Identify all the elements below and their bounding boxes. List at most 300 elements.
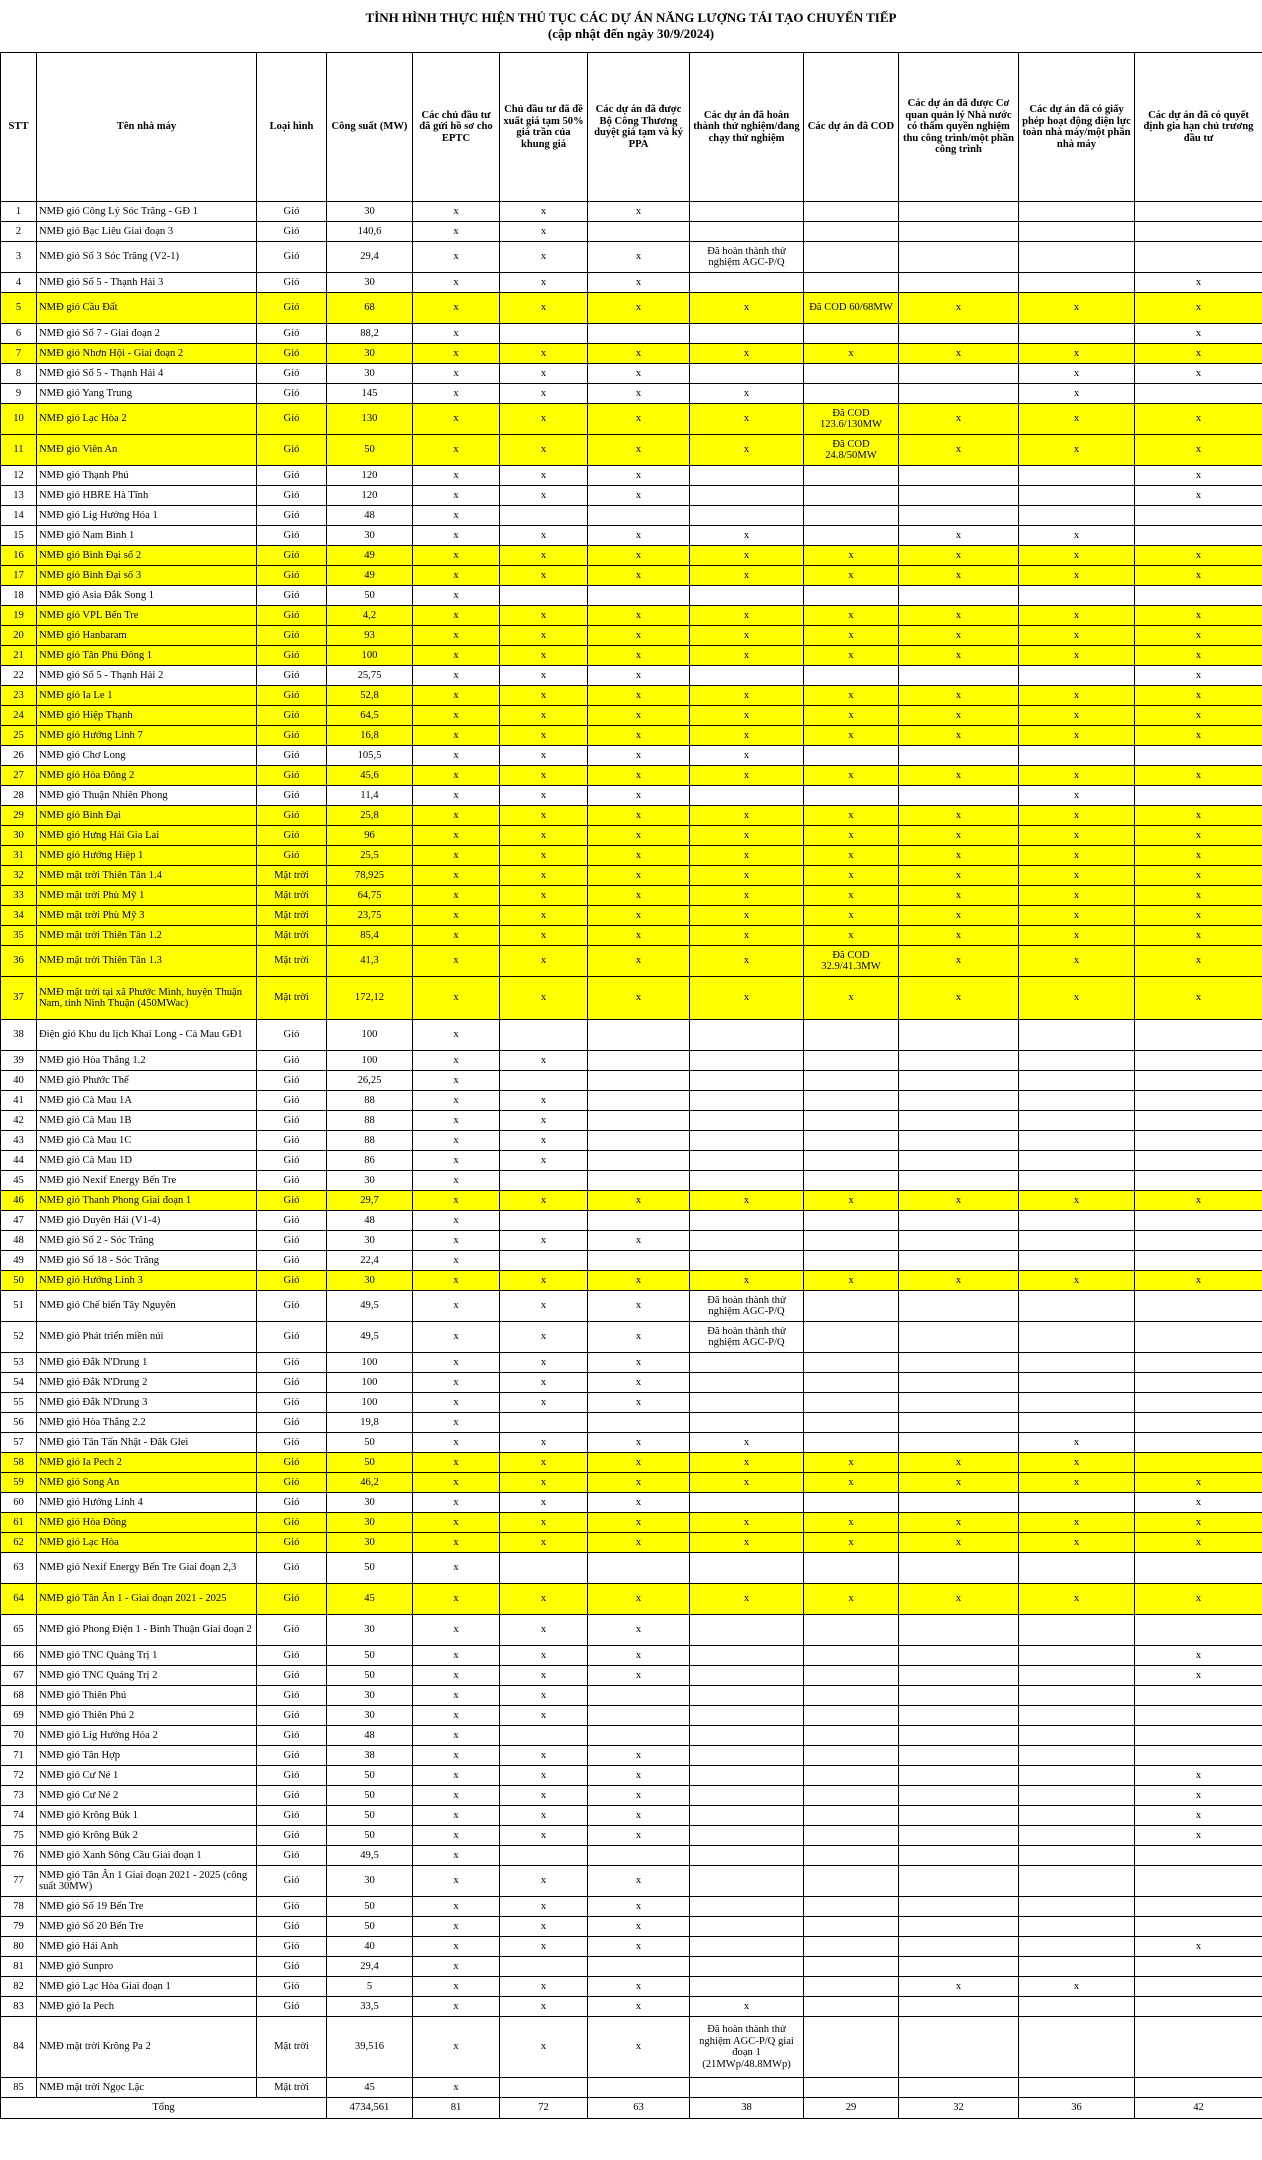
cell-capacity: 50 <box>327 1453 413 1473</box>
cell-stt: 3 <box>1 242 37 273</box>
cell-proposed-price: x <box>500 1322 588 1353</box>
cell-license: x <box>1019 546 1135 566</box>
cell-plant-name: NMĐ gió Đắk N'Drung 1 <box>37 1353 257 1373</box>
cell-cod <box>804 1131 899 1151</box>
cell-plant-name: NMĐ gió Nexif Energy Bến Tre <box>37 1171 257 1191</box>
table-row <box>1 1553 1262 1584</box>
cell-license <box>1019 324 1135 344</box>
cell-license: x <box>1019 826 1135 846</box>
table-row <box>1 1584 1262 1615</box>
cell-plant-name: Điện gió Khu du lịch Khai Long - Cà Mau GĐ1 <box>37 1020 257 1051</box>
cell-cod: x <box>804 706 899 726</box>
cell-capacity: 50 <box>327 1897 413 1917</box>
cell-extension <box>1135 1373 1262 1393</box>
cell-proposed-price: x <box>500 1151 588 1171</box>
cell-proposed-price: x <box>500 1786 588 1806</box>
cell-proposed-price: x <box>500 1826 588 1846</box>
cell-testing: x <box>690 846 804 866</box>
cell-license <box>1019 222 1135 242</box>
table-row <box>1 1433 1262 1453</box>
cell-capacity: 39,516 <box>327 2017 413 2078</box>
cell-proposed-price: x <box>500 1917 588 1937</box>
cell-license: x <box>1019 686 1135 706</box>
cell-capacity: 49 <box>327 566 413 586</box>
cell-testing <box>690 1151 804 1171</box>
cell-acceptance: x <box>899 293 1019 324</box>
cell-submitted-eptc: x <box>413 1846 500 1866</box>
cell-extension: x <box>1135 646 1262 666</box>
cell-type: Gió <box>257 506 327 526</box>
cell-capacity: 88 <box>327 1111 413 1131</box>
cell-license: x <box>1019 1513 1135 1533</box>
cell-extension: x <box>1135 1806 1262 1826</box>
header-row <box>1 53 1262 202</box>
cell-submitted-eptc: x <box>413 435 500 466</box>
cell-type: Gió <box>257 1322 327 1353</box>
cell-ppa-signed <box>588 506 690 526</box>
cell-ppa-signed <box>588 1151 690 1171</box>
cell-acceptance: x <box>899 906 1019 926</box>
cell-stt: 30 <box>1 826 37 846</box>
table-row <box>1 324 1262 344</box>
cell-acceptance <box>899 1291 1019 1322</box>
table-row <box>1 1686 1262 1706</box>
cell-capacity: 130 <box>327 404 413 435</box>
cell-capacity: 45 <box>327 1584 413 1615</box>
cell-proposed-price: x <box>500 435 588 466</box>
cell-submitted-eptc: x <box>413 1666 500 1686</box>
cell-stt: 65 <box>1 1615 37 1646</box>
cell-extension <box>1135 1111 1262 1131</box>
cell-proposed-price: x <box>500 273 588 293</box>
cell-stt: 26 <box>1 746 37 766</box>
cell-cod: x <box>804 846 899 866</box>
cell-testing <box>690 1231 804 1251</box>
cell-testing: x <box>690 946 804 977</box>
cell-submitted-eptc: x <box>413 324 500 344</box>
cell-ppa-signed: x <box>588 626 690 646</box>
cell-acceptance <box>899 1766 1019 1786</box>
cell-type: Gió <box>257 1615 327 1646</box>
cell-acceptance: x <box>899 826 1019 846</box>
cell-cod: x <box>804 344 899 364</box>
cell-stt: 68 <box>1 1686 37 1706</box>
cell-plant-name: NMĐ gió Số 20 Bến Tre <box>37 1917 257 1937</box>
cell-type: Gió <box>257 1846 327 1866</box>
header-testing: Các dự án đã hoàn thành thử nghiệm/đang chạy thử nghiệm <box>690 53 804 202</box>
document-subtitle: (cập nhật đến ngày 30/9/2024) <box>547 26 715 41</box>
cell-type: Gió <box>257 1726 327 1746</box>
cell-type: Gió <box>257 1977 327 1997</box>
cell-cod <box>804 1251 899 1271</box>
cell-ppa-signed: x <box>588 1353 690 1373</box>
cell-type: Gió <box>257 1191 327 1211</box>
cell-acceptance: x <box>899 344 1019 364</box>
cell-capacity: 49,5 <box>327 1291 413 1322</box>
cell-acceptance <box>899 1020 1019 1051</box>
cell-capacity: 100 <box>327 1373 413 1393</box>
cell-acceptance: x <box>899 726 1019 746</box>
cell-testing <box>690 506 804 526</box>
cell-stt: 24 <box>1 706 37 726</box>
cell-proposed-price: x <box>500 2017 588 2078</box>
title-block <box>0 0 1262 52</box>
cell-license <box>1019 1917 1135 1937</box>
cell-cod <box>804 1917 899 1937</box>
header-stt: STT <box>1 53 37 202</box>
cell-capacity: 49 <box>327 546 413 566</box>
cell-acceptance <box>899 1151 1019 1171</box>
cell-ppa-signed <box>588 1957 690 1977</box>
cell-type: Gió <box>257 1957 327 1977</box>
cell-type: Gió <box>257 626 327 646</box>
cell-type: Gió <box>257 1251 327 1271</box>
cell-acceptance <box>899 1251 1019 1271</box>
cell-extension: x <box>1135 1191 1262 1211</box>
cell-extension <box>1135 1071 1262 1091</box>
cell-cod <box>804 1826 899 1846</box>
cell-submitted-eptc: x <box>413 646 500 666</box>
cell-cod <box>804 1726 899 1746</box>
cell-testing <box>690 273 804 293</box>
cell-ppa-signed: x <box>588 1291 690 1322</box>
cell-type: Gió <box>257 1513 327 1533</box>
cell-proposed-price: x <box>500 1051 588 1071</box>
total-count: 63 <box>588 2098 690 2119</box>
cell-testing <box>690 1553 804 1584</box>
header-cod: Các dự án đã COD <box>804 53 899 202</box>
cell-testing: x <box>690 646 804 666</box>
cell-testing <box>690 202 804 222</box>
cell-license: x <box>1019 1433 1135 1453</box>
cell-capacity: 29,4 <box>327 242 413 273</box>
cell-extension: x <box>1135 546 1262 566</box>
table-row <box>1 506 1262 526</box>
cell-ppa-signed: x <box>588 726 690 746</box>
cell-capacity: 100 <box>327 1353 413 1373</box>
cell-plant-name: NMĐ gió Lạc Hòa Giai đoạn 1 <box>37 1977 257 1997</box>
cell-capacity: 120 <box>327 466 413 486</box>
cell-type: Gió <box>257 344 327 364</box>
cell-proposed-price: x <box>500 1231 588 1251</box>
cell-extension: x <box>1135 606 1262 626</box>
cell-submitted-eptc: x <box>413 202 500 222</box>
cell-extension: x <box>1135 706 1262 726</box>
cell-extension <box>1135 1553 1262 1584</box>
table-row <box>1 1937 1262 1957</box>
cell-plant-name: NMĐ gió Cư Né 1 <box>37 1766 257 1786</box>
cell-extension: x <box>1135 866 1262 886</box>
cell-testing <box>690 1131 804 1151</box>
cell-plant-name: NMĐ gió Cà Mau 1B <box>37 1111 257 1131</box>
cell-acceptance: x <box>899 1533 1019 1553</box>
cell-plant-name: NMĐ gió Số 5 - Thạnh Hải 4 <box>37 364 257 384</box>
cell-stt: 78 <box>1 1897 37 1917</box>
cell-plant-name: NMĐ gió Số 5 - Thạnh Hải 3 <box>37 273 257 293</box>
cell-plant-name: NMĐ gió Bình Đại <box>37 806 257 826</box>
cell-submitted-eptc: x <box>413 746 500 766</box>
cell-submitted-eptc: x <box>413 273 500 293</box>
cell-submitted-eptc: x <box>413 1453 500 1473</box>
cell-license: x <box>1019 1453 1135 1473</box>
cell-extension: x <box>1135 486 1262 506</box>
cell-submitted-eptc: x <box>413 1291 500 1322</box>
cell-capacity: 48 <box>327 1726 413 1746</box>
cell-acceptance <box>899 364 1019 384</box>
cell-proposed-price: x <box>500 1433 588 1453</box>
cell-submitted-eptc: x <box>413 1071 500 1091</box>
table-row <box>1 1453 1262 1473</box>
cell-acceptance <box>899 1646 1019 1666</box>
cell-capacity: 4,2 <box>327 606 413 626</box>
cell-proposed-price: x <box>500 786 588 806</box>
cell-plant-name: NMĐ gió Cà Mau 1C <box>37 1131 257 1151</box>
table-row <box>1 1846 1262 1866</box>
cell-type: Gió <box>257 1433 327 1453</box>
cell-type: Gió <box>257 273 327 293</box>
cell-cod <box>804 1997 899 2017</box>
cell-testing: x <box>690 906 804 926</box>
cell-extension <box>1135 202 1262 222</box>
cell-proposed-price: x <box>500 666 588 686</box>
cell-ppa-signed: x <box>588 1806 690 1826</box>
cell-capacity: 25,8 <box>327 806 413 826</box>
cell-proposed-price: x <box>500 866 588 886</box>
cell-extension <box>1135 1917 1262 1937</box>
cell-capacity: 5 <box>327 1977 413 1997</box>
cell-license <box>1019 1726 1135 1746</box>
cell-proposed-price: x <box>500 202 588 222</box>
cell-testing <box>690 1251 804 1271</box>
cell-plant-name: NMĐ gió Hướng Linh 3 <box>37 1271 257 1291</box>
cell-proposed-price: x <box>500 1091 588 1111</box>
cell-proposed-price <box>500 1171 588 1191</box>
cell-cod <box>804 1231 899 1251</box>
cell-stt: 49 <box>1 1251 37 1271</box>
cell-plant-name: NMĐ gió Lig Hướng Hóa 1 <box>37 506 257 526</box>
cell-capacity: 105,5 <box>327 746 413 766</box>
cell-acceptance <box>899 1373 1019 1393</box>
cell-plant-name: NMĐ gió TNC Quảng Trị 1 <box>37 1646 257 1666</box>
cell-extension: x <box>1135 466 1262 486</box>
cell-capacity: 30 <box>327 1231 413 1251</box>
projects-table <box>0 52 1262 2119</box>
cell-proposed-price <box>500 1020 588 1051</box>
cell-testing: x <box>690 606 804 626</box>
cell-type: Gió <box>257 466 327 486</box>
cell-capacity: 78,925 <box>327 866 413 886</box>
cell-acceptance <box>899 786 1019 806</box>
cell-proposed-price: x <box>500 1937 588 1957</box>
header-ppa-signed: Các dự án đã được Bộ Công Thương duyệt giá tạm và ký PPA <box>588 53 690 202</box>
cell-extension <box>1135 1131 1262 1151</box>
table-row <box>1 1513 1262 1533</box>
table-row <box>1 1393 1262 1413</box>
cell-plant-name: NMĐ gió Số 2 - Sóc Trăng <box>37 1231 257 1251</box>
cell-proposed-price: x <box>500 1513 588 1533</box>
cell-capacity: 50 <box>327 1917 413 1937</box>
cell-acceptance <box>899 1957 1019 1977</box>
cell-testing: x <box>690 384 804 404</box>
cell-cod <box>804 1091 899 1111</box>
cell-cod: x <box>804 566 899 586</box>
cell-acceptance <box>899 586 1019 606</box>
cell-plant-name: NMĐ gió Tân Tấn Nhật - Đăk Glei <box>37 1433 257 1453</box>
cell-proposed-price <box>500 1413 588 1433</box>
cell-type: Gió <box>257 586 327 606</box>
cell-stt: 1 <box>1 202 37 222</box>
cell-type: Gió <box>257 1071 327 1091</box>
cell-capacity: 88 <box>327 1131 413 1151</box>
cell-stt: 35 <box>1 926 37 946</box>
cell-ppa-signed: x <box>588 886 690 906</box>
table-row <box>1 1151 1262 1171</box>
cell-stt: 28 <box>1 786 37 806</box>
cell-capacity: 11,4 <box>327 786 413 806</box>
cell-proposed-price: x <box>500 706 588 726</box>
cell-proposed-price: x <box>500 466 588 486</box>
cell-acceptance: x <box>899 866 1019 886</box>
cell-stt: 34 <box>1 906 37 926</box>
cell-license <box>1019 1051 1135 1071</box>
cell-testing: x <box>690 546 804 566</box>
cell-plant-name: NMĐ gió Duyên Hải (V1-4) <box>37 1211 257 1231</box>
cell-type: Gió <box>257 1453 327 1473</box>
cell-cod: x <box>804 546 899 566</box>
cell-acceptance <box>899 1806 1019 1826</box>
cell-acceptance <box>899 486 1019 506</box>
cell-stt: 75 <box>1 1826 37 1846</box>
cell-license: x <box>1019 1191 1135 1211</box>
cell-proposed-price: x <box>500 946 588 977</box>
table-row <box>1 846 1262 866</box>
cell-capacity: 88,2 <box>327 324 413 344</box>
cell-extension: x <box>1135 1937 1262 1957</box>
cell-type: Gió <box>257 1706 327 1726</box>
cell-submitted-eptc: x <box>413 806 500 826</box>
cell-ppa-signed: x <box>588 1866 690 1897</box>
cell-plant-name: NMĐ gió Công Lý Sóc Trăng - GĐ 1 <box>37 202 257 222</box>
cell-cod <box>804 1433 899 1453</box>
cell-type: Gió <box>257 1091 327 1111</box>
cell-stt: 14 <box>1 506 37 526</box>
cell-type: Gió <box>257 1211 327 1231</box>
cell-type: Mặt trời <box>257 866 327 886</box>
cell-license <box>1019 486 1135 506</box>
cell-submitted-eptc: x <box>413 906 500 926</box>
total-count: 36 <box>1019 2098 1135 2119</box>
cell-acceptance <box>899 1211 1019 1231</box>
cell-testing: x <box>690 706 804 726</box>
cell-submitted-eptc: x <box>413 1493 500 1513</box>
cell-testing <box>690 1646 804 1666</box>
cell-testing: x <box>690 806 804 826</box>
cell-ppa-signed: x <box>588 846 690 866</box>
cell-plant-name: NMĐ gió Hướng Linh 4 <box>37 1493 257 1513</box>
cell-type: Gió <box>257 1666 327 1686</box>
cell-submitted-eptc: x <box>413 1826 500 1846</box>
cell-type: Gió <box>257 1786 327 1806</box>
cell-license <box>1019 1553 1135 1584</box>
cell-proposed-price: x <box>500 606 588 626</box>
cell-submitted-eptc: x <box>413 1251 500 1271</box>
cell-ppa-signed <box>588 1553 690 1584</box>
cell-cod <box>804 586 899 606</box>
cell-extension: x <box>1135 846 1262 866</box>
cell-cod <box>804 1746 899 1766</box>
cell-testing <box>690 1806 804 1826</box>
cell-testing: x <box>690 626 804 646</box>
cell-testing: Đã hoàn thành thử nghiệm AGC-P/Q giai đoạn 1 (21MWp/48.8MWp) <box>690 2017 804 2078</box>
cell-acceptance: x <box>899 686 1019 706</box>
cell-capacity: 100 <box>327 646 413 666</box>
cell-acceptance <box>899 1846 1019 1866</box>
cell-plant-name: NMĐ gió Đắk N'Drung 2 <box>37 1373 257 1393</box>
table-row <box>1 866 1262 886</box>
cell-testing: x <box>690 686 804 706</box>
cell-submitted-eptc: x <box>413 384 500 404</box>
cell-capacity: 64,5 <box>327 706 413 726</box>
cell-stt: 72 <box>1 1766 37 1786</box>
cell-acceptance <box>899 1706 1019 1726</box>
cell-ppa-signed: x <box>588 1373 690 1393</box>
cell-acceptance: x <box>899 546 1019 566</box>
cell-testing: x <box>690 926 804 946</box>
cell-type: Gió <box>257 706 327 726</box>
cell-cod <box>804 384 899 404</box>
cell-cod <box>804 1806 899 1826</box>
cell-testing: x <box>690 886 804 906</box>
cell-license: x <box>1019 646 1135 666</box>
cell-plant-name: NMĐ gió Tân Hợp <box>37 1746 257 1766</box>
cell-ppa-signed <box>588 1726 690 1746</box>
cell-ppa-signed: x <box>588 686 690 706</box>
cell-stt: 32 <box>1 866 37 886</box>
cell-acceptance: x <box>899 646 1019 666</box>
table-row <box>1 222 1262 242</box>
cell-testing <box>690 1051 804 1071</box>
cell-plant-name: NMĐ gió Chơ Long <box>37 746 257 766</box>
cell-plant-name: NMĐ mặt trời Thiên Tân 1.3 <box>37 946 257 977</box>
cell-testing <box>690 222 804 242</box>
table-row <box>1 1271 1262 1291</box>
table-row <box>1 1131 1262 1151</box>
cell-extension <box>1135 1686 1262 1706</box>
cell-extension <box>1135 1977 1262 1997</box>
cell-capacity: 45 <box>327 2078 413 2098</box>
cell-license <box>1019 1937 1135 1957</box>
cell-ppa-signed: x <box>588 1746 690 1766</box>
cell-capacity: 52,8 <box>327 686 413 706</box>
cell-cod <box>804 666 899 686</box>
cell-submitted-eptc: x <box>413 1706 500 1726</box>
cell-license <box>1019 666 1135 686</box>
cell-proposed-price <box>500 1553 588 1584</box>
cell-cod <box>804 1291 899 1322</box>
cell-capacity: 30 <box>327 202 413 222</box>
cell-proposed-price: x <box>500 364 588 384</box>
cell-proposed-price: x <box>500 806 588 826</box>
cell-stt: 4 <box>1 273 37 293</box>
cell-plant-name: NMĐ mặt trời Krông Pa 2 <box>37 2017 257 2078</box>
cell-extension: x <box>1135 826 1262 846</box>
cell-license: x <box>1019 384 1135 404</box>
cell-proposed-price: x <box>500 1897 588 1917</box>
cell-capacity: 30 <box>327 526 413 546</box>
cell-testing: x <box>690 566 804 586</box>
cell-testing: x <box>690 1473 804 1493</box>
cell-plant-name: NMĐ gió Viên An <box>37 435 257 466</box>
